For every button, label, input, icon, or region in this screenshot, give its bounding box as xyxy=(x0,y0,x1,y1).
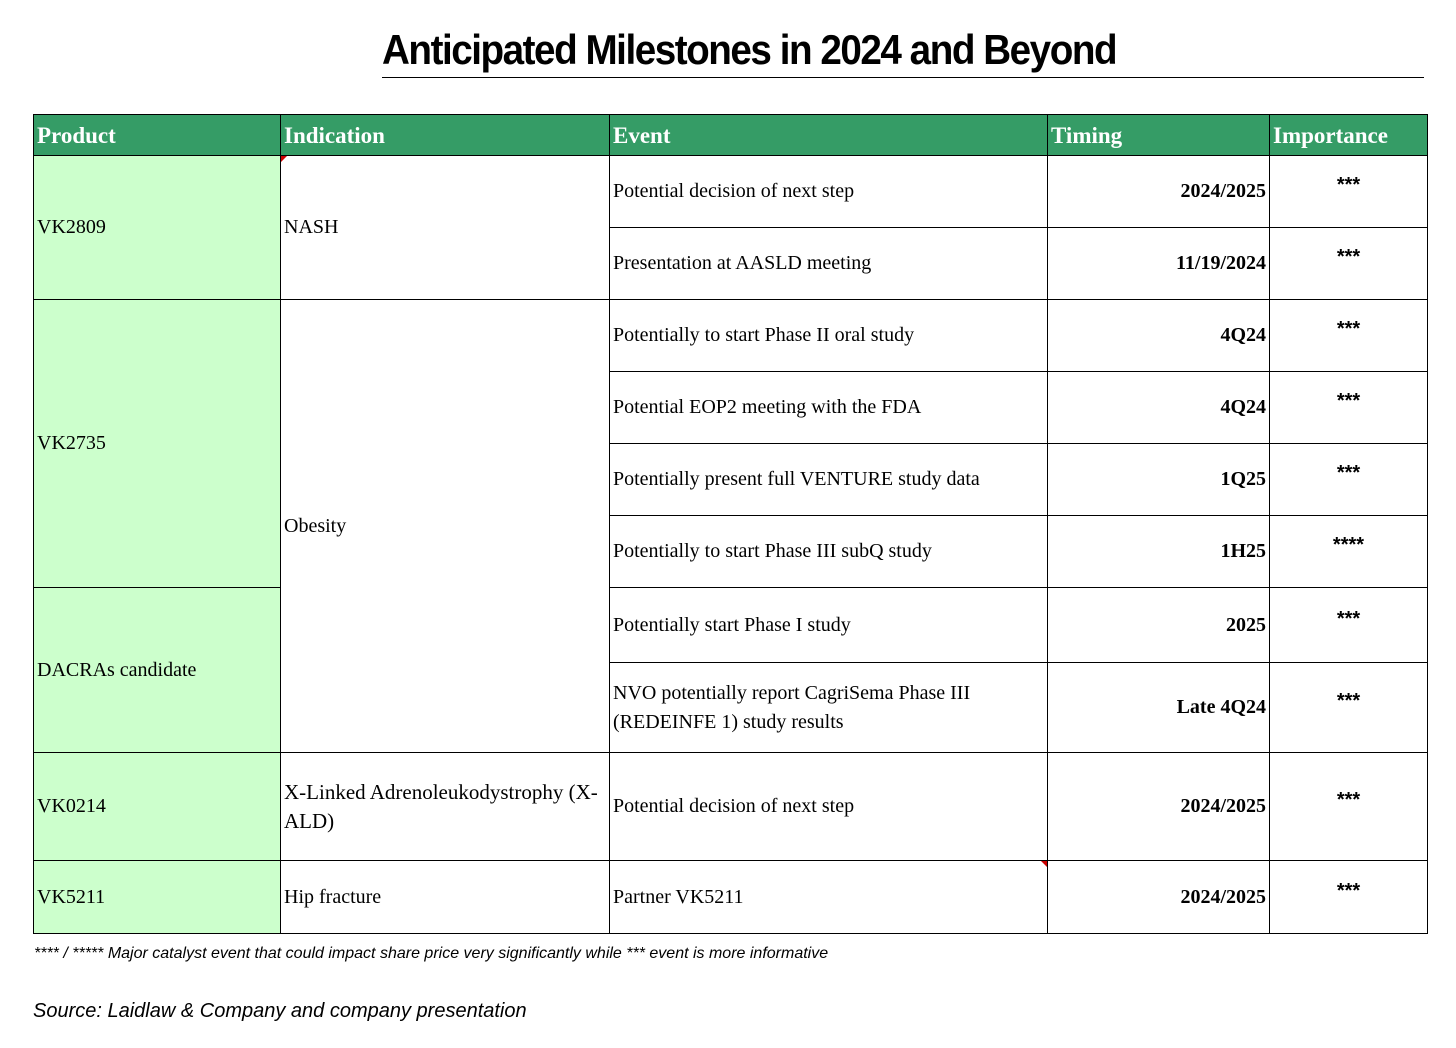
header-importance: Importance xyxy=(1270,115,1428,156)
importance-stars: *** xyxy=(1336,246,1361,268)
importance-stars: *** xyxy=(1336,607,1361,630)
importance-stars: *** xyxy=(1336,879,1361,902)
event-cell: Potentially to start Phase II oral study xyxy=(610,300,1048,372)
importance-stars: *** xyxy=(1336,318,1361,340)
timing-cell: 2024/2025 xyxy=(1048,156,1270,228)
event-cell: Potential decision of next step xyxy=(610,753,1048,861)
product-cell: VK2809 xyxy=(34,156,281,300)
indication-text: NASH xyxy=(284,216,339,238)
comment-marker-icon xyxy=(1041,861,1047,867)
product-cell: VK0214 xyxy=(34,753,281,861)
event-cell: Presentation at AASLD meeting xyxy=(610,228,1048,300)
timing-cell: 11/19/2024 xyxy=(1048,228,1270,300)
indication-cell: X-Linked Adrenoleukodystrophy (X-ALD) xyxy=(281,753,610,861)
table-row xyxy=(34,156,1428,228)
timing-cell: Late 4Q24 xyxy=(1048,663,1270,753)
table-row xyxy=(34,588,1428,663)
importance-stars: *** xyxy=(1336,462,1361,484)
importance-cell xyxy=(1270,516,1428,588)
event-cell xyxy=(610,861,1048,934)
event-cell: NVO potentially report CagriSema Phase III (REDEINFE 1) study results xyxy=(610,663,1048,753)
timing-cell: 4Q24 xyxy=(1048,300,1270,372)
product-cell: VK5211 xyxy=(34,861,281,934)
table-row xyxy=(34,753,1428,861)
header-indication: Indication xyxy=(281,115,610,156)
importance-stars: *** xyxy=(1336,690,1361,712)
event-cell: Potentially present full VENTURE study data xyxy=(610,444,1048,516)
event-text: Partner VK5211 xyxy=(613,885,744,908)
importance-stars: *** xyxy=(1336,390,1361,412)
indication-cell xyxy=(281,156,610,300)
importance-cell xyxy=(1270,861,1428,934)
timing-cell: 2024/2025 xyxy=(1048,753,1270,861)
timing-cell: 4Q24 xyxy=(1048,372,1270,444)
importance-cell xyxy=(1270,444,1428,516)
source-note: Source: Laidlaw & Company and company presentation xyxy=(33,1000,527,1022)
product-cell: DACRAs candidate xyxy=(34,588,281,753)
importance-cell xyxy=(1270,663,1428,753)
indication-cell: Obesity xyxy=(281,300,610,753)
timing-cell: 1H25 xyxy=(1048,516,1270,588)
event-cell: Potential decision of next step xyxy=(610,156,1048,228)
header-row xyxy=(34,115,1428,156)
importance-cell xyxy=(1270,300,1428,372)
timing-cell: 1Q25 xyxy=(1048,444,1270,516)
event-cell: Potentially to start Phase III subQ study xyxy=(610,516,1048,588)
importance-stars: *** xyxy=(1336,789,1361,811)
importance-cell xyxy=(1270,588,1428,663)
indication-cell: Hip fracture xyxy=(281,861,610,934)
timing-cell: 2025 xyxy=(1048,588,1270,663)
title-text: Anticipated Milestones in 2024 and Beyond xyxy=(382,26,1117,73)
table-row xyxy=(34,300,1428,372)
header-timing: Timing xyxy=(1048,115,1270,156)
header-product: Product xyxy=(34,115,281,156)
event-cell: Potential EOP2 meeting with the FDA xyxy=(610,372,1048,444)
importance-cell xyxy=(1270,372,1428,444)
product-cell: VK2735 xyxy=(34,300,281,588)
table-row xyxy=(34,861,1428,934)
importance-cell xyxy=(1270,753,1428,861)
importance-cell xyxy=(1270,156,1428,228)
importance-stars: **** xyxy=(1332,534,1365,556)
footnote: **** / ***** Major catalyst event that could impact share price very significantly while *** event is more informative xyxy=(34,945,829,962)
header-event: Event xyxy=(610,115,1048,156)
timing-cell: 2024/2025 xyxy=(1048,861,1270,934)
importance-stars: *** xyxy=(1336,174,1361,196)
milestones-table xyxy=(33,114,1428,934)
page-title xyxy=(382,24,1424,78)
comment-marker-icon xyxy=(281,156,287,162)
event-cell: Potentially start Phase I study xyxy=(610,588,1048,663)
importance-cell xyxy=(1270,228,1428,300)
